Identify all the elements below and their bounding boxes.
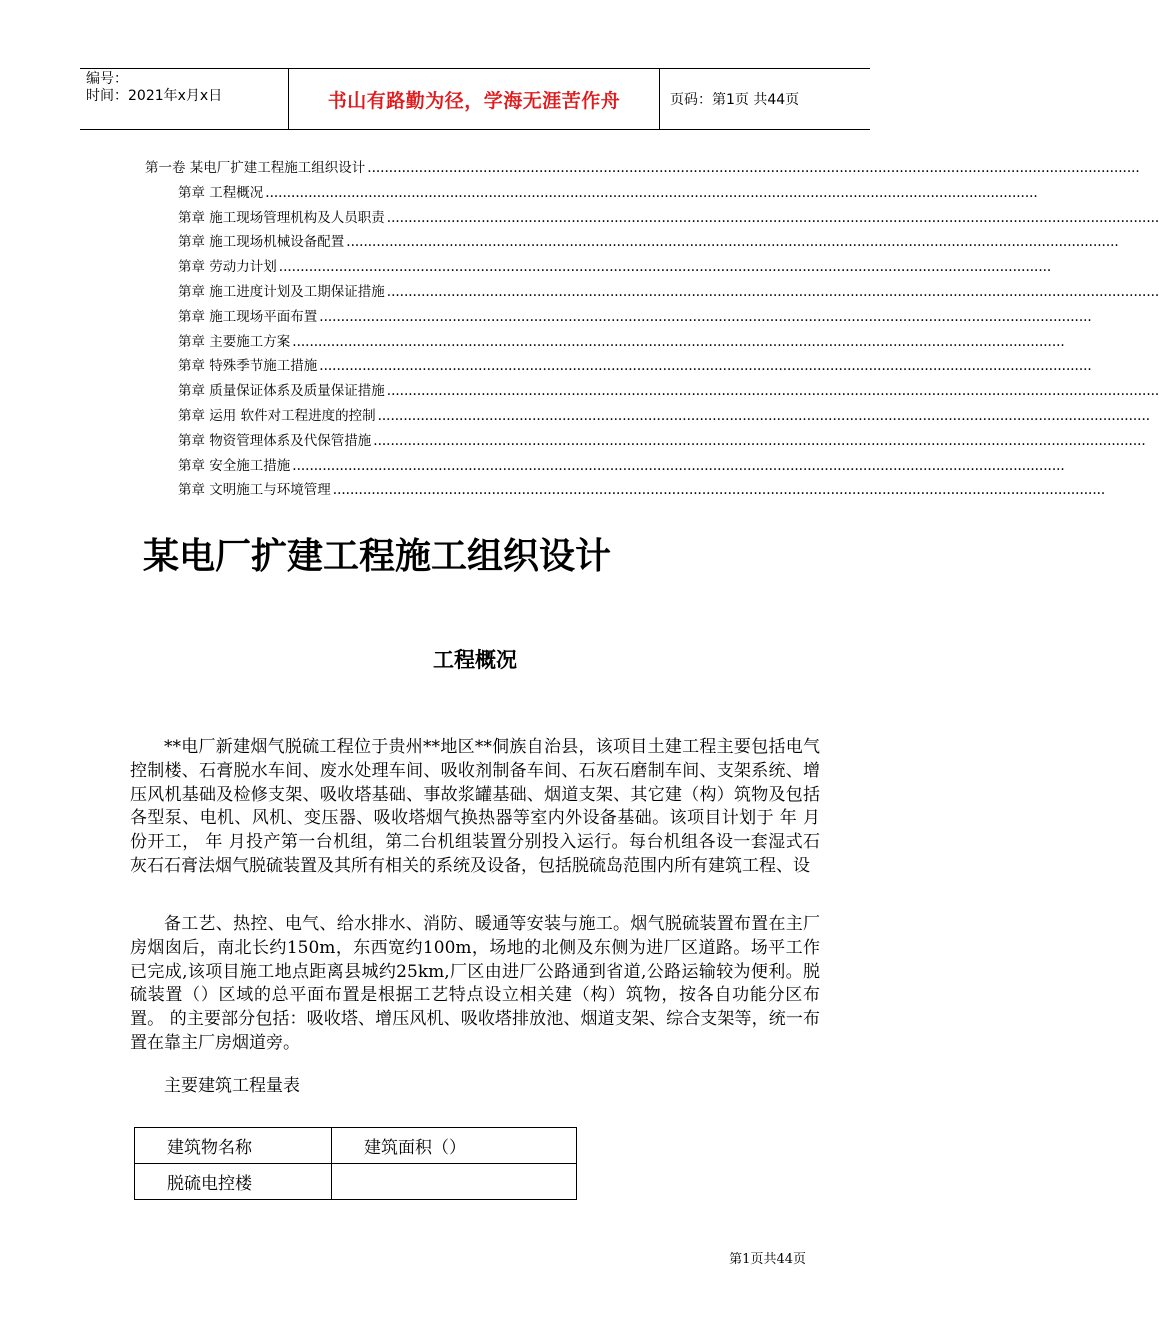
header-page-info: 页码：第1页 共44页 <box>670 92 800 108</box>
document-number-label: 编号： <box>86 71 128 87</box>
table-header-row <box>135 1128 577 1164</box>
toc-chapter-entry[interactable] <box>145 305 1092 330</box>
document-title: 某电厂扩建工程施工组织设计 <box>143 536 612 577</box>
toc-leader-dots: .................................................................................................................................................................................... <box>292 457 1065 474</box>
toc-chapter-title: 第章 施工现场机械设备配置 <box>178 234 345 251</box>
toc-chapter-title: 第章 主要施工方案 <box>178 333 291 350</box>
toc-chapter-title: 第章 施工现场管理机构及人员职责 <box>178 209 385 226</box>
table-of-contents <box>145 156 1159 503</box>
toc-leader-dots: .................................................................................................................................................................................... <box>367 160 1140 176</box>
toc-leader-dots: .................................................................................................................................................................................... <box>386 283 1159 300</box>
toc-chapter-title: 第章 施工现场平面布置 <box>178 308 318 325</box>
toc-chapter-title: 第章 质量保证体系及质量保证措施 <box>178 383 385 400</box>
toc-leader-dots: .................................................................................................................................................................................... <box>265 184 1038 201</box>
building-quantity-table <box>134 1127 577 1200</box>
toc-volume-entry[interactable] <box>145 156 1140 181</box>
toc-leader-dots: .................................................................................................................................................................................... <box>319 308 1092 325</box>
toc-chapter-entry[interactable] <box>145 354 1092 379</box>
page-header <box>80 68 870 130</box>
section-title: 工程概况 <box>433 648 517 672</box>
toc-chapter-title: 第章 工程概况 <box>178 184 264 201</box>
toc-leader-dots: .................................................................................................................................................................................... <box>292 333 1065 350</box>
toc-chapter-entry[interactable] <box>145 280 1159 305</box>
table-header-cell: 建筑物名称 <box>135 1128 332 1164</box>
toc-chapter-title: 第章 文明施工与环境管理 <box>178 482 331 499</box>
toc-chapter-entry[interactable] <box>145 478 1106 503</box>
toc-volume-title: 第一卷 某电厂扩建工程施工组织设计 <box>145 160 366 176</box>
toc-chapter-entry[interactable] <box>145 379 1159 404</box>
toc-chapter-title: 第章 物资管理体系及代保管措施 <box>178 432 372 449</box>
toc-chapter-entry[interactable] <box>145 330 1065 355</box>
toc-leader-dots: .................................................................................................................................................................................... <box>377 407 1151 424</box>
toc-leader-dots: .................................................................................................................................................................................... <box>332 482 1106 499</box>
toc-chapter-entry[interactable] <box>145 454 1065 479</box>
toc-chapter-title: 第章 劳动力计划 <box>178 259 277 276</box>
document-time: 时间：2021年x月x日 <box>86 88 223 104</box>
table-cell <box>332 1164 577 1200</box>
toc-leader-dots: .................................................................................................................................................................................... <box>373 432 1146 449</box>
page-footer: 第1页共44页 <box>729 1252 806 1267</box>
toc-chapter-entry[interactable] <box>145 255 1052 280</box>
toc-chapter-entry[interactable] <box>145 181 1038 206</box>
toc-chapter-title: 第章 特殊季节施工措施 <box>178 358 318 375</box>
toc-chapter-title: 第章 安全施工措施 <box>178 457 291 474</box>
toc-leader-dots: .................................................................................................................................................................................... <box>346 234 1119 251</box>
table-cell: 脱硫电控楼 <box>135 1164 332 1200</box>
toc-leader-dots: .................................................................................................................................................................................... <box>319 358 1092 375</box>
table-header-cell: 建筑面积（） <box>332 1128 577 1164</box>
toc-chapter-entry[interactable] <box>145 230 1119 255</box>
header-motto: 书山有路勤为径，学海无涯苦作舟 <box>289 69 660 129</box>
toc-chapter-entry[interactable] <box>145 206 1159 231</box>
table-row <box>135 1164 577 1200</box>
toc-chapter-title: 第章 运用 软件对工程进度的控制 <box>178 407 376 424</box>
body-paragraph: 备工艺、热控、电气、给水排水、消防、暖通等安装与施工。烟气脱硫装置布置在主厂房烟囱后，南北长约150m，东西宽约100m，场地的北侧及东侧为进厂区道路。场平工作已完成,该项目施工地点距离县城约25km,厂区由进厂公路通到省道,公路运输较为便利。脱硫装置（）区域的总平面布置是根据工艺特点设立相关建（构）筑物，按各自功能分区布置。 的主要部分包括：吸收塔、增压风机、吸收塔排放池、烟道支架、综合支架等，统一布置在靠主厂房烟道旁。 <box>130 914 820 1053</box>
toc-chapter-entry[interactable] <box>145 429 1146 454</box>
toc-chapter-entry[interactable] <box>145 404 1151 429</box>
table-caption: 主要建筑工程量表 <box>164 1076 300 1096</box>
toc-leader-dots: .................................................................................................................................................................................... <box>386 383 1159 400</box>
toc-leader-dots: .................................................................................................................................................................................... <box>278 259 1052 276</box>
toc-leader-dots: .................................................................................................................................................................................... <box>386 209 1159 226</box>
body-paragraph: **电厂新建烟气脱硫工程位于贵州**地区**侗族自治县，该项目土建工程主要包括电气控制楼、石膏脱水车间、废水处理车间、吸收剂制备车间、石灰石磨制车间、支架系统、增压风机基础及检修支架、吸收塔基础、事故浆罐基础、烟道支架、其它建（构）筑物及包括各型泵、电机、风机、变压器、吸收塔烟气换热器等室内外设备基础。该项目计划于 年 月份开工， 年 月投产第一台机组，第二台机组装置分别投入运行。每台机组各设一套湿式石灰石石膏法烟气脱硫装置及其所有相关的系统及设备，包括脱硫岛范围内所有建筑工程、设 <box>130 737 820 876</box>
header-meta <box>80 69 289 129</box>
toc-chapter-title: 第章 施工进度计划及工期保证措施 <box>178 283 385 300</box>
